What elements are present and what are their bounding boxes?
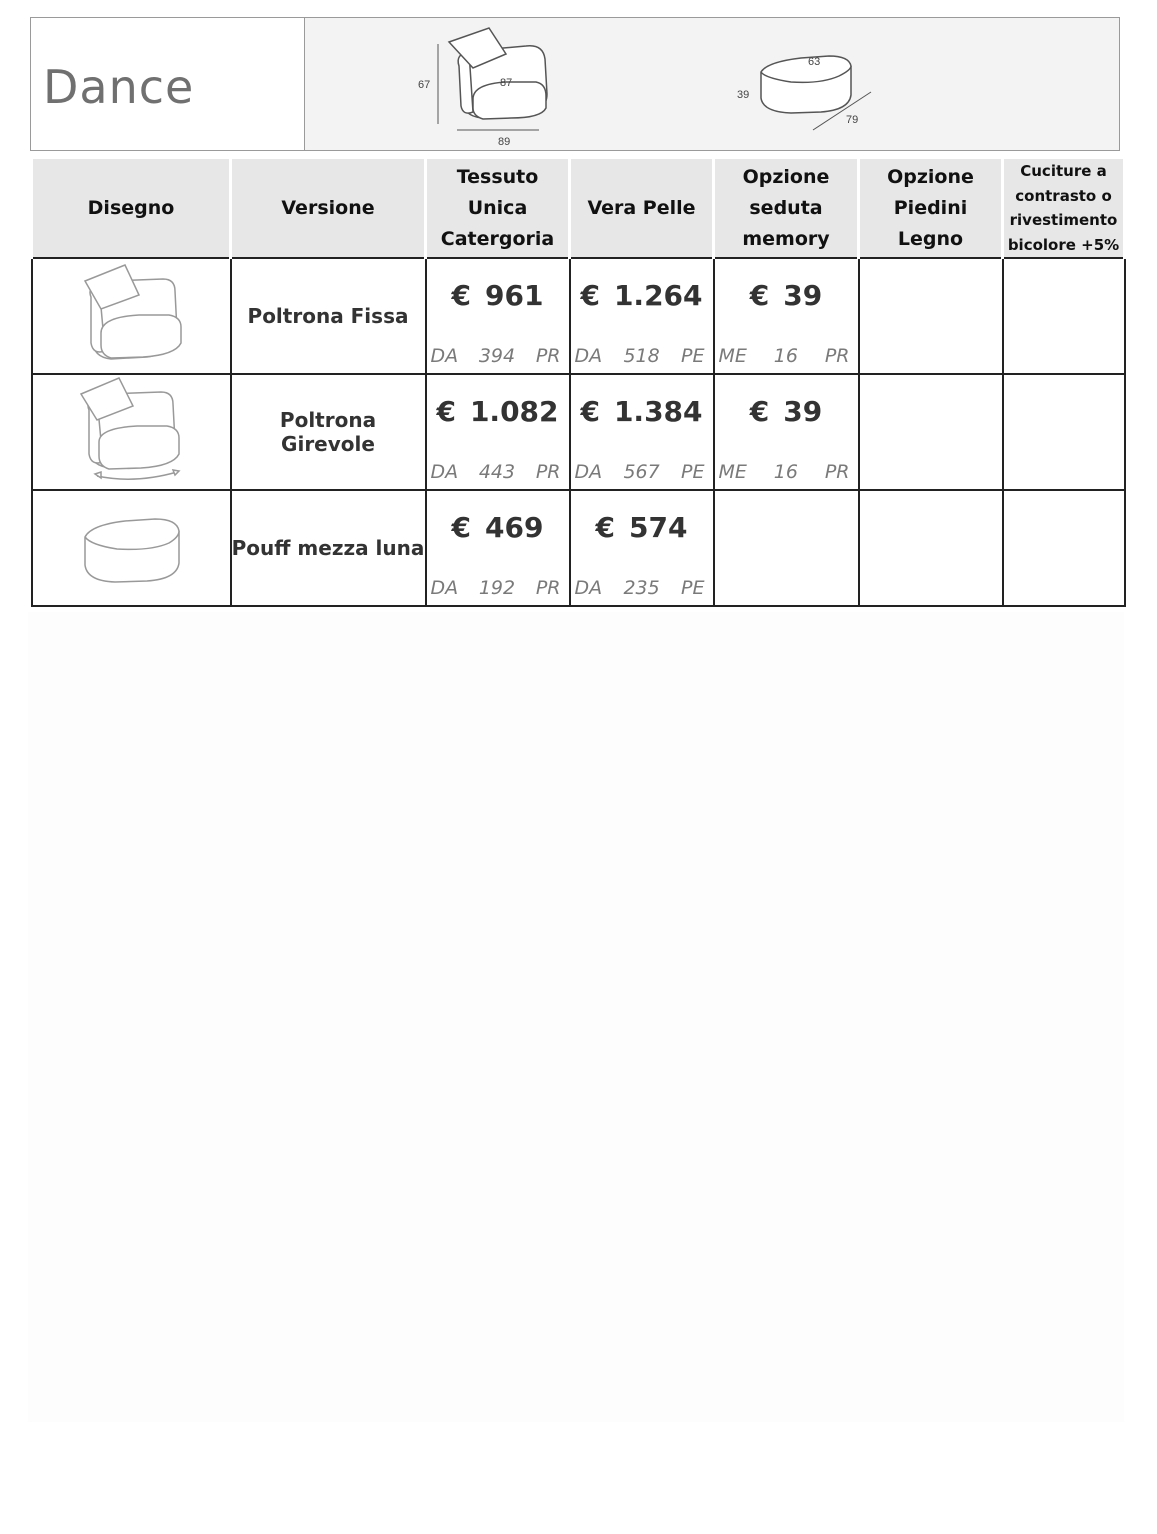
product-header <box>30 17 1120 151</box>
code-suffix: PR <box>824 461 850 483</box>
armchair-height-label: 67 <box>418 79 431 91</box>
drawing-cell <box>32 490 231 606</box>
column-header-memory: Opzione seduta memory <box>714 159 859 258</box>
column-header-cuciture: Cuciture a contrasto o rivestimento bicolore +5% <box>1003 159 1125 258</box>
currency-symbol: € <box>436 395 456 428</box>
pelle-price-cell <box>570 490 714 606</box>
currency-symbol: € <box>451 511 472 544</box>
fixed-armchair-image <box>71 261 191 366</box>
pouf-length-label: 79 <box>846 114 859 126</box>
piedini-cell <box>859 258 1003 374</box>
price-table <box>30 159 1126 607</box>
column-header-disegno: Disegno <box>32 159 231 258</box>
code-prefix: ME <box>718 461 747 483</box>
price-value: 1.082 <box>469 395 559 428</box>
currency-symbol: € <box>580 279 600 312</box>
code-suffix: PR <box>824 345 850 367</box>
code-suffix: PE <box>681 577 705 599</box>
code-suffix: PE <box>681 345 705 367</box>
piedini-cell <box>859 490 1003 606</box>
pouf-dimension-drawing <box>731 40 881 135</box>
pelle-price-cell <box>570 258 714 374</box>
code-prefix: DA <box>430 461 459 483</box>
product-title: Dance <box>43 60 195 114</box>
code-suffix: PR <box>535 461 561 483</box>
column-header-piedini: Opzione Piedini Legno <box>859 159 1003 258</box>
memory-price-cell <box>714 258 859 374</box>
drawing-cell <box>32 374 231 490</box>
cuciture-cell <box>1003 374 1125 490</box>
currency-symbol: € <box>749 395 770 428</box>
price-value: 1.264 <box>613 279 703 312</box>
table-row <box>32 490 1125 606</box>
code-prefix: DA <box>430 577 459 599</box>
version-name: Poltrona Fissa <box>231 258 426 374</box>
code-suffix: PE <box>681 461 705 483</box>
piedini-cell <box>859 374 1003 490</box>
code-number: 235 <box>623 577 660 599</box>
code-suffix: PR <box>535 345 561 367</box>
page-background <box>28 612 1124 1422</box>
swivel-armchair-image <box>71 376 191 484</box>
column-header-versione: Versione <box>231 159 426 258</box>
code-prefix: ME <box>718 345 747 367</box>
code-prefix: DA <box>574 345 603 367</box>
drawing-cell <box>32 258 231 374</box>
tessuto-price-cell <box>426 490 570 606</box>
cuciture-cell <box>1003 490 1125 606</box>
price-value: 574 <box>629 511 688 544</box>
table-header-row <box>32 159 1125 258</box>
code-number: 518 <box>623 345 660 367</box>
price-value: 1.384 <box>613 395 703 428</box>
pouf-height-label: 39 <box>737 89 750 101</box>
table-row <box>32 374 1125 490</box>
currency-symbol: € <box>749 279 770 312</box>
column-header-vera-pelle: Vera Pelle <box>570 159 714 258</box>
code-number: 16 <box>773 461 798 483</box>
pouf-top-label: 63 <box>808 56 821 68</box>
memory-price-cell <box>714 490 859 606</box>
price-value: 469 <box>485 511 544 544</box>
cuciture-cell <box>1003 258 1125 374</box>
code-number: 16 <box>773 345 798 367</box>
currency-symbol: € <box>595 511 616 544</box>
pelle-price-cell <box>570 374 714 490</box>
price-value: 39 <box>783 395 823 428</box>
price-value: 39 <box>783 279 823 312</box>
tessuto-price-cell <box>426 258 570 374</box>
code-suffix: PR <box>535 577 561 599</box>
code-number: 443 <box>478 461 516 483</box>
column-header-tessuto: Tessuto Unica Catergoria <box>426 159 570 258</box>
tessuto-price-cell <box>426 374 570 490</box>
half-moon-pouf-image <box>71 501 191 591</box>
code-prefix: DA <box>430 345 459 367</box>
title-box <box>31 18 305 150</box>
price-value: 961 <box>485 279 544 312</box>
code-prefix: DA <box>574 461 603 483</box>
currency-symbol: € <box>580 395 600 428</box>
version-name: Pouff mezza luna <box>231 490 426 606</box>
armchair-dimension-drawing <box>411 24 571 149</box>
version-name: Poltrona Girevole <box>231 374 426 490</box>
armchair-depth-label: 87 <box>500 77 513 89</box>
code-number: 192 <box>478 577 516 599</box>
memory-price-cell <box>714 374 859 490</box>
code-number: 394 <box>478 345 516 367</box>
currency-symbol: € <box>451 279 472 312</box>
code-prefix: DA <box>574 577 603 599</box>
code-number: 567 <box>623 461 660 483</box>
armchair-width-label: 89 <box>498 136 511 148</box>
table-row <box>32 258 1125 374</box>
